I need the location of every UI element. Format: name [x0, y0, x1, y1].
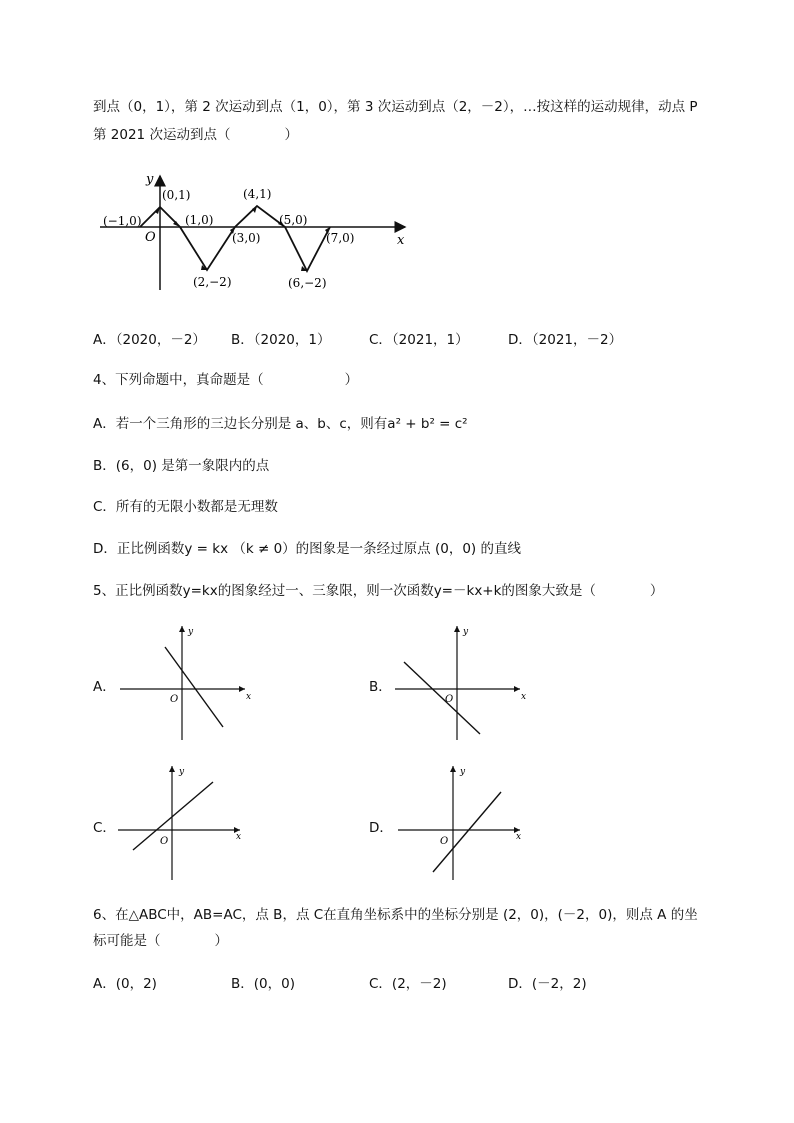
line-b: [404, 662, 480, 734]
fig-x-label: x: [397, 233, 405, 248]
svg-text:y: y: [179, 767, 185, 777]
line-d: [433, 792, 501, 872]
q3-stem-line2: 第 2021 次运动到点（ ）: [93, 127, 298, 143]
q3-option-a[interactable]: A．（2020，－2）: [93, 332, 206, 348]
fig-pt-5-0: (5,0): [279, 213, 308, 227]
fig-pt-6-m2: (6,−2): [288, 276, 327, 290]
q3-option-b[interactable]: B．（2020，1）: [231, 332, 331, 348]
q5-option-b-label[interactable]: B．: [369, 679, 392, 695]
svg-text:O: O: [160, 836, 169, 847]
q5-graph-c[interactable]: [113, 762, 253, 882]
q5-option-c-label[interactable]: C．: [93, 820, 116, 836]
fig-pt-3-0: (3,0): [232, 231, 261, 245]
svg-text:O: O: [445, 694, 454, 705]
fig-pt-7-0: (7,0): [326, 231, 355, 245]
q5-option-a-label[interactable]: A．: [93, 679, 116, 695]
fig-y-label: y: [146, 172, 154, 187]
line-c: [133, 782, 213, 850]
q6-option-b[interactable]: B．(0，0): [231, 976, 295, 992]
q4-option-c[interactable]: C．所有的无限小数都是无理数: [93, 499, 278, 515]
fig-pt-1-0: (1,0): [185, 213, 214, 227]
q5-option-d-label[interactable]: D．: [369, 820, 393, 836]
fig-pt-0-1: (0,1): [162, 188, 191, 202]
svg-text:y: y: [188, 627, 194, 637]
svg-text:x: x: [521, 692, 527, 702]
q3-option-c[interactable]: C．（2021，1）: [369, 332, 469, 348]
fig-pt-2-m2: (2,−2): [193, 275, 232, 289]
svg-text:O: O: [170, 694, 179, 705]
fig-origin: O: [145, 230, 156, 245]
fig-pt-4-1: (4,1): [243, 187, 272, 201]
line-a: [165, 647, 223, 727]
q5-stem: 5、正比例函数y=kx的图象经过一、三象限，则一次函数y=－kx+k的图象大致是（ ）: [93, 583, 664, 599]
q4-stem: 4、下列命题中，真命题是（ ）: [93, 372, 359, 388]
q5-graph-d[interactable]: [393, 762, 533, 882]
q4-option-b[interactable]: B．(6，0) 是第一象限内的点: [93, 458, 270, 474]
svg-text:y: y: [460, 767, 466, 777]
q3-motion-figure: [95, 168, 415, 298]
svg-text:x: x: [516, 832, 522, 842]
svg-text:x: x: [246, 692, 252, 702]
q3-stem-line1: 到点（0，1），第 2 次运动到点（1，0），第 3 次运动到点（2，－2），…按这样的运动规律，动点 P: [93, 99, 698, 115]
q4-option-d[interactable]: D．正比例函数y = kx （k ≠ 0）的图象是一条经过原点 (0，0) 的直线: [93, 541, 521, 557]
q4-option-a[interactable]: A．若一个三角形的三边长分别是 a、b、c，则有a² + b² = c²: [93, 416, 468, 432]
fig-pt-m1-0: (−1,0): [103, 214, 142, 228]
q6-option-d[interactable]: D．(－2，2): [508, 976, 587, 992]
svg-text:O: O: [440, 836, 449, 847]
svg-text:y: y: [463, 627, 469, 637]
svg-text:x: x: [236, 832, 242, 842]
q5-graph-a[interactable]: [115, 622, 255, 742]
q6-stem-line2: 标可能是（ ）: [93, 933, 228, 949]
q3-option-d[interactable]: D．（2021，－2）: [508, 332, 623, 348]
q5-graph-b[interactable]: [390, 622, 530, 742]
q6-option-c[interactable]: C．(2，－2): [369, 976, 447, 992]
q6-option-a[interactable]: A．(0，2): [93, 976, 157, 992]
q6-stem-line1: 6、在△ABC中，AB=AC，点 B，点 C在直角坐标系中的坐标分别是 (2，0)，(－2，0)，则点 A 的坐: [93, 907, 698, 923]
